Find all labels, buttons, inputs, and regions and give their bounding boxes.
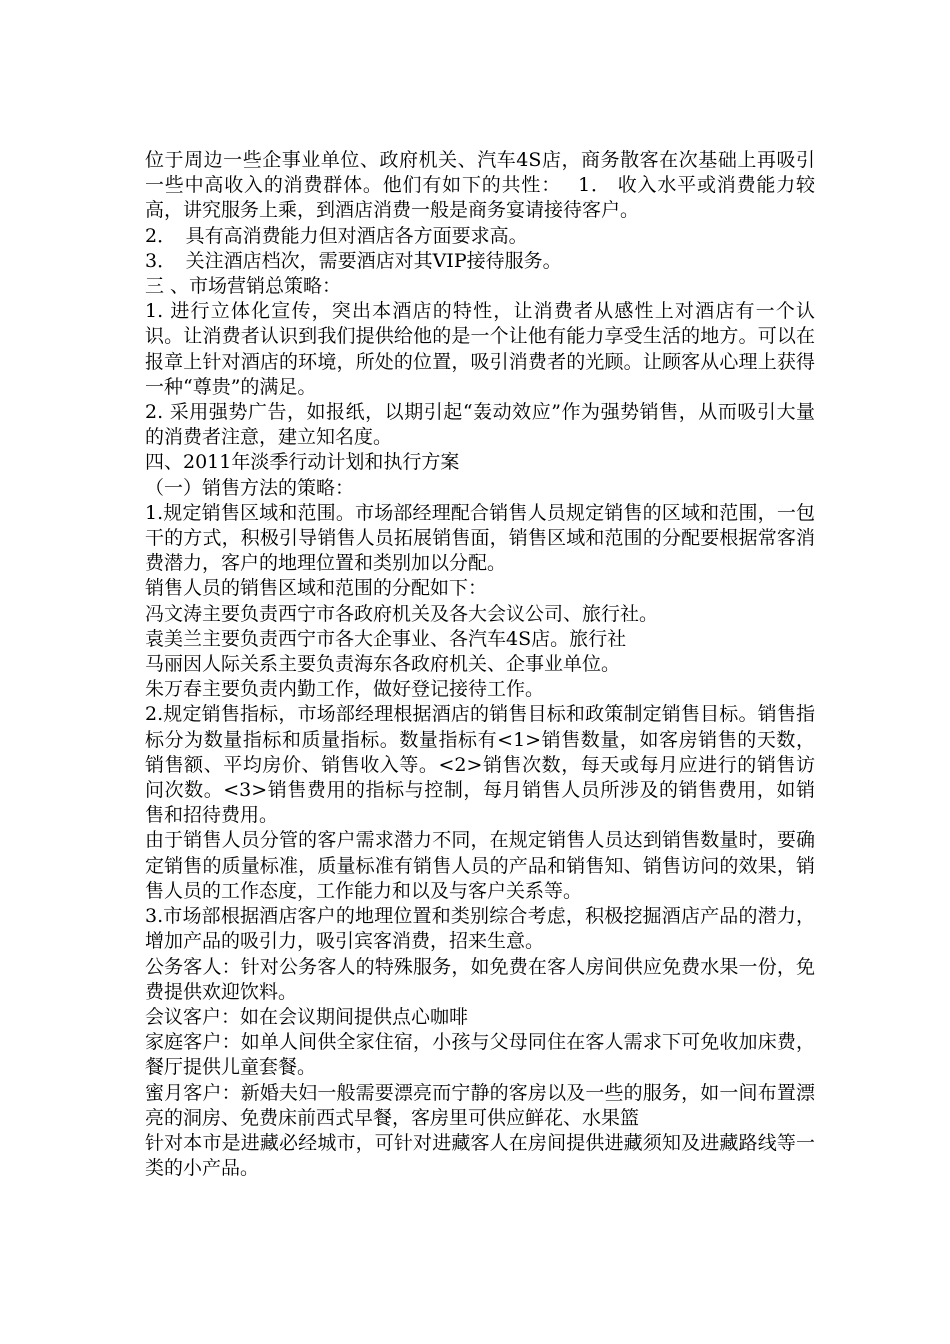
section-heading-action-plan: 四、2011年淡季行动计划和执行方案	[145, 451, 460, 474]
paragraph-product-potential: 3.市场部根据酒店客户的地理位置和类别综合考虑，积极挖掘酒店产品的潜力，增加产品的吸引力，吸引宾客消费，招来生意。	[145, 905, 815, 953]
paragraph-meeting-clients: 会议客户：如在会议期间提供点心咖啡	[145, 1005, 469, 1028]
paragraph-staff-yuan: 袁美兰主要负责西宁市各大企事业、各汽车4S店。旅行社	[145, 627, 627, 650]
paragraph-region-allocation-intro: 销售人员的销售区域和范围的分配如下：	[145, 577, 488, 600]
paragraph-trait-2: 2． 具有高消费能力但对酒店各方面要求高。	[145, 224, 528, 247]
document-page	[145, 148, 815, 1181]
paragraph-trait-3: 3． 关注酒店档次，需要酒店对其VIP接待服务。	[145, 249, 562, 272]
paragraph-family-clients: 家庭客户：如单人间供全家住宿，小孩与父母同住在客人需求下可免收加床费，餐厅提供儿童套餐。	[145, 1031, 815, 1079]
paragraph-strategy-2: 2. 采用强势广告，如报纸，以期引起“轰动效应”作为强势销售，从而吸引大量的消费者注意，建立知名度。	[145, 401, 815, 449]
paragraph-staff-feng: 冯文涛主要负责西宁市各政府机关及各大会议公司、旅行社。	[145, 602, 659, 625]
paragraph-staff-ma: 马丽因人际关系主要负责海东各政府机关、企事业单位。	[145, 653, 621, 676]
paragraph-honeymoon-clients: 蜜月客户：新婚夫妇一般需要漂亮而宁静的客房以及一些的服务，如一间布置漂亮的洞房、免费床前西式早餐，客房里可供应鲜花、水果篮	[145, 1081, 815, 1129]
paragraph-staff-zhu: 朱万春主要负责内勤工作，做好登记接待工作。	[145, 678, 545, 701]
section-heading-marketing-strategy: 三 、市场营销总策略：	[145, 275, 342, 298]
paragraph-sales-targets: 2.规定销售指标，市场部经理根据酒店的销售目标和政策制定销售目标。销售指标分为数量指标和质量指标。数量指标有<1>销售数量，如客房销售的天数，销售额、平均房价、销售收入等。<2>销售次数，每天或每月应进行的销售访问次数。<3>销售费用的指标与控制，每月销售人员所涉及的销售费用，如销售和招待费用。	[145, 703, 815, 827]
paragraph-tibet-travelers: 针对本市是进藏必经城市，可针对进藏客人在房间提供进藏须知及进藏路线等一类的小产品。	[145, 1131, 815, 1180]
paragraph-official-guests: 公务客人：针对公务客人的特殊服务，如免费在客人房间供应免费水果一份，免费提供欢迎饮料。	[145, 955, 815, 1003]
paragraph-quality-standards: 由于销售人员分管的客户需求潜力不同，在规定销售人员达到销售数量时，要确定销售的质量标准，质量标准有销售人员的产品和销售知、销售访问的效果，销售人员的工作态度，工作能力和以及与客户关系等。	[145, 829, 815, 902]
paragraph-sales-region: 1.规定销售区域和范围。市场部经理配合销售人员规定销售的区域和范围，一包干的方式，积极引导销售人员拓展销售面，销售区域和范围的分配要根据常客消费潜力，客户的地理位置和类别加以分配。	[145, 501, 815, 575]
paragraph-strategy-1: 1. 进行立体化宣传，突出本酒店的特性，让消费者从感性上对酒店有一个认识。让消费者认识到我们提供给他的是一个让他有能力享受生活的地方。可以在报章上针对酒店的环境，所处的位置，吸引消费者的光顾。让顾客从心理上获得一种“尊贵”的满足。	[145, 300, 815, 398]
subsection-heading-sales-method: （一）销售方法的策略：	[145, 476, 355, 499]
paragraph-target-customers: 位于周边一些企事业单位、政府机关、汽车4S店，商务散客在次基础上再吸引一些中高收入的消费群体。他们有如下的共性： 1． 收入水平或消费能力较高，讲究服务上乘，到酒店消费一般是商务宴请接待客户。	[145, 149, 815, 222]
